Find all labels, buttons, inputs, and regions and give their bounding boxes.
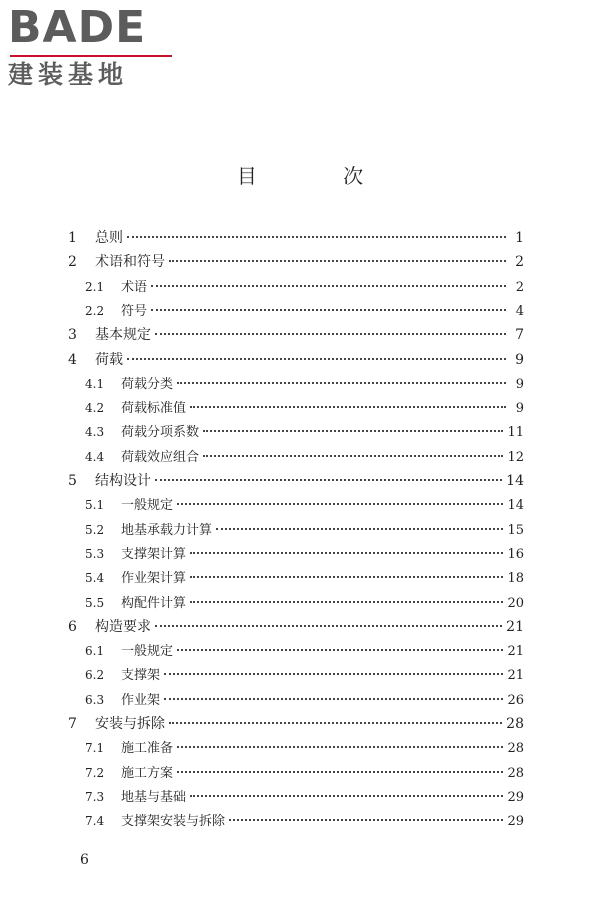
toc-chapter-entry[interactable] (68, 226, 524, 250)
toc-entry-number: 7 (68, 716, 77, 732)
toc-entry-number: 7.1 (85, 741, 105, 756)
toc-dot-leader (203, 430, 503, 432)
toc-entry-label: 术语和符号 (95, 254, 165, 271)
toc-entry-label: 安装与拆除 (95, 716, 165, 732)
toc-section-entry[interactable] (68, 639, 524, 663)
toc-entry-label: 构造要求 (95, 618, 151, 635)
toc-entry-label: 施工准备 (121, 741, 174, 757)
toc-dot-leader (155, 625, 502, 627)
logo-underline (10, 55, 172, 57)
toc-dot-leader (190, 576, 503, 578)
toc-entry-page: 9 (515, 401, 524, 417)
toc-section-entry[interactable] (68, 275, 524, 299)
toc-chapter-entry[interactable] (68, 323, 524, 347)
toc-entry-page: 4 (515, 303, 524, 319)
toc-entry-page: 21 (506, 618, 524, 635)
toc-entry-page: 9 (515, 376, 524, 392)
toc-section-entry[interactable] (68, 420, 524, 444)
toc-dot-leader (127, 236, 506, 238)
toc-dot-leader (177, 649, 503, 651)
toc-entry-label: 作业架计算 (121, 571, 187, 587)
toc-entry-number: 5.1 (85, 498, 105, 513)
toc-entry-label: 总则 (95, 230, 123, 246)
toc-section-entry[interactable] (68, 809, 524, 833)
toc-dot-leader (190, 406, 506, 408)
toc-section-entry[interactable] (68, 299, 524, 323)
toc-entry-label: 一般规定 (121, 644, 174, 660)
toc-dot-leader (169, 722, 502, 724)
toc-entry-page: 14 (506, 473, 524, 489)
toc-entry-page: 18 (507, 571, 524, 587)
toc-dot-leader (151, 285, 506, 287)
toc-entry-number: 2.2 (85, 303, 105, 318)
toc-entry-page: 26 (507, 692, 524, 708)
toc-dot-leader (177, 382, 506, 384)
toc-section-entry[interactable] (68, 663, 524, 687)
toc-section-entry[interactable] (68, 785, 524, 809)
toc-entry-label: 荷载分类 (121, 376, 174, 392)
toc-section-entry[interactable] (68, 372, 524, 396)
toc-section-entry[interactable] (68, 542, 524, 566)
logo-chinese-name: 建装基地 (8, 60, 129, 89)
toc-entry-number: 4.3 (85, 425, 105, 440)
toc-dot-leader (177, 771, 503, 773)
logo-wordmark: BADE (8, 2, 147, 53)
toc-dot-leader (164, 698, 503, 700)
toc-dot-leader (169, 260, 506, 262)
toc-dot-leader (229, 819, 503, 821)
toc-entry-page: 15 (507, 522, 524, 538)
toc-entry-number: 2.1 (85, 279, 105, 294)
toc-entry-page: 29 (507, 814, 524, 830)
toc-dot-leader (155, 333, 506, 335)
toc-dot-leader (155, 479, 502, 481)
toc-entry-label: 支撑架计算 (121, 546, 187, 562)
toc-entry-page: 1 (515, 230, 524, 246)
toc-entry-page: 11 (507, 425, 524, 441)
toc-entry-page: 28 (506, 716, 524, 732)
toc-entry-number: 7.4 (85, 814, 105, 829)
toc-chapter-entry[interactable] (68, 348, 524, 372)
toc-entry-page: 21 (507, 668, 524, 684)
toc-entry-number: 6.2 (85, 668, 105, 683)
toc-entry-number: 4 (68, 351, 77, 368)
toc-section-entry[interactable] (68, 761, 524, 785)
toc-entry-label: 施工方案 (121, 765, 174, 781)
toc-entry-page: 2 (515, 254, 524, 271)
toc-entry-number: 5.4 (85, 571, 105, 586)
toc-entry-page: 2 (515, 279, 524, 295)
toc-entry-label: 作业架 (121, 692, 161, 708)
toc-chapter-entry[interactable] (68, 615, 524, 639)
toc-entry-page: 20 (507, 595, 524, 611)
page-title: 目 次 (236, 164, 404, 188)
toc-entry-page: 12 (507, 449, 524, 465)
toc-chapter-entry[interactable] (68, 712, 524, 736)
toc-entry-number: 4.1 (85, 376, 105, 391)
toc-entry-label: 一般规定 (121, 498, 174, 514)
toc-section-entry[interactable] (68, 566, 524, 590)
toc-dot-leader (190, 601, 503, 603)
toc-entry-number: 5.5 (85, 595, 105, 610)
toc-entry-page: 7 (515, 327, 524, 344)
toc-entry-label: 地基承载力计算 (121, 522, 213, 538)
toc-dot-leader (203, 455, 503, 457)
toc-entry-page: 28 (507, 741, 524, 757)
toc-dot-leader (127, 358, 506, 360)
toc-entry-page: 16 (507, 546, 524, 562)
page-number: 6 (80, 852, 89, 868)
toc-entry-label: 荷载效应组合 (121, 449, 200, 465)
toc-section-entry[interactable] (68, 688, 524, 712)
toc-section-entry[interactable] (68, 493, 524, 517)
toc-entry-number: 4.2 (85, 401, 105, 416)
toc-entry-number: 6 (68, 618, 77, 635)
toc-chapter-entry[interactable] (68, 469, 524, 493)
toc-entry-label: 支撑架安装与拆除 (121, 814, 226, 830)
toc-entry-label: 符号 (121, 303, 148, 319)
toc-entry-label: 基本规定 (95, 327, 151, 344)
toc-dot-leader (216, 528, 503, 530)
toc-dot-leader (177, 503, 503, 505)
toc-entry-page: 28 (507, 765, 524, 781)
toc-section-entry[interactable] (68, 396, 524, 420)
toc-dot-leader (177, 746, 503, 748)
toc-chapter-entry[interactable] (68, 250, 524, 274)
toc-entry-label: 荷载标准值 (121, 401, 187, 417)
toc-entry-number: 6.1 (85, 644, 105, 659)
toc-entry-number: 4.4 (85, 449, 105, 464)
toc-dot-leader (151, 309, 506, 311)
toc-entry-page: 29 (507, 789, 524, 805)
toc-entry-label: 荷载 (95, 351, 123, 368)
toc-entry-label: 术语 (121, 279, 148, 295)
toc-entry-number: 5 (68, 473, 77, 489)
toc-dot-leader (164, 673, 503, 675)
toc-entry-number: 7.2 (85, 765, 105, 780)
toc-section-entry[interactable] (68, 736, 524, 760)
toc-entry-number: 6.3 (85, 692, 105, 707)
toc-section-entry[interactable] (68, 445, 524, 469)
toc-entry-label: 荷载分项系数 (121, 425, 200, 441)
toc-entry-label: 结构设计 (95, 473, 151, 489)
toc-entry-number: 2 (68, 254, 77, 271)
toc-entry-label: 地基与基础 (121, 789, 187, 805)
toc-section-entry[interactable] (68, 591, 524, 615)
toc-entry-number: 1 (68, 230, 77, 246)
toc-dot-leader (190, 795, 503, 797)
toc-entry-number: 5.2 (85, 522, 105, 537)
toc-dot-leader (190, 552, 503, 554)
toc-entry-number: 7.3 (85, 789, 105, 804)
toc-entry-page: 21 (507, 644, 524, 660)
brand-logo (8, 4, 178, 90)
toc-entry-page: 9 (515, 351, 524, 368)
toc-entry-number: 5.3 (85, 546, 105, 561)
toc-entry-number: 3 (68, 327, 77, 344)
toc-entry-label: 构配件计算 (121, 595, 187, 611)
toc-section-entry[interactable] (68, 518, 524, 542)
toc-entry-label: 支撑架 (121, 668, 161, 684)
toc-entry-page: 14 (507, 498, 524, 514)
